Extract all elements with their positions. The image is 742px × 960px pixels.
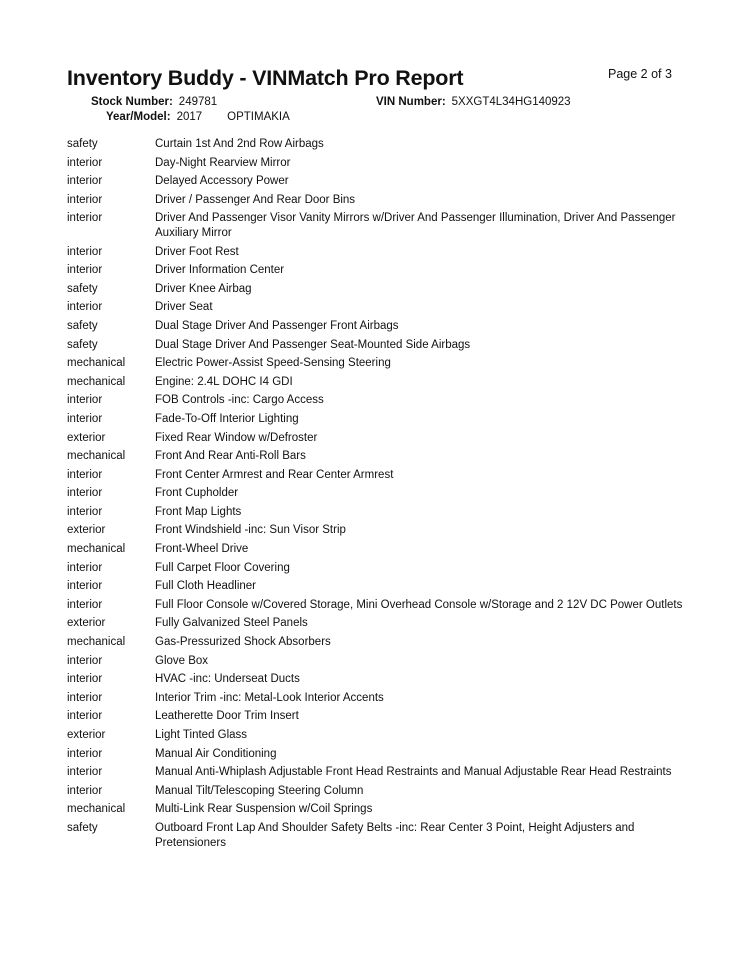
table-row	[67, 135, 687, 154]
row-category: interior	[67, 505, 103, 518]
row-description: Dual Stage Driver And Passenger Seat-Mounted Side Airbags	[155, 338, 471, 351]
vin-number-label: VIN Number:	[376, 96, 446, 108]
year-model	[106, 111, 290, 123]
row-description: Interior Trim -inc: Metal-Look Interior Accents	[155, 691, 384, 704]
row-description: Fixed Rear Window w/Defroster	[155, 431, 318, 444]
year-value: 2017	[176, 111, 203, 123]
row-category: mechanical	[67, 636, 126, 649]
row-description: Fully Galvanized Steel Panels	[155, 617, 308, 630]
table-row	[67, 373, 687, 392]
report-title: Inventory Buddy - VINMatch Pro Report	[67, 66, 464, 90]
row-category: mechanical	[67, 803, 126, 816]
table-row	[67, 596, 687, 615]
table-row	[67, 800, 687, 819]
table-row	[67, 261, 687, 280]
row-category: interior	[67, 561, 103, 574]
table-row	[67, 336, 687, 355]
row-category: interior	[67, 487, 103, 500]
table-row	[67, 819, 687, 852]
row-category: mechanical	[67, 543, 126, 556]
table-row	[67, 466, 687, 485]
table-row	[67, 172, 687, 191]
row-description: Driver / Passenger And Rear Door Bins	[155, 193, 356, 206]
row-category: interior	[67, 193, 103, 206]
row-category: exterior	[67, 617, 106, 630]
table-row	[67, 354, 687, 373]
row-category: interior	[67, 691, 103, 704]
table-row	[67, 521, 687, 540]
row-description: FOB Controls -inc: Cargo Access	[155, 394, 324, 407]
table-row	[67, 726, 687, 745]
row-description: Dual Stage Driver And Passenger Front Airbags	[155, 319, 399, 332]
row-description: Gas-Pressurized Shock Absorbers	[155, 636, 331, 649]
row-description: Full Carpet Floor Covering	[155, 561, 290, 574]
row-category: safety	[67, 338, 98, 351]
year-model-label: Year/Model:	[106, 111, 171, 123]
row-description: HVAC -inc: Underseat Ducts	[155, 673, 300, 686]
table-row	[67, 559, 687, 578]
row-description: Day-Night Rearview Mirror	[155, 156, 291, 169]
table-row	[67, 447, 687, 466]
row-category: interior	[67, 245, 103, 258]
row-description: Front Map Lights	[155, 505, 242, 518]
row-description: Front Cupholder	[155, 487, 239, 500]
table-row	[67, 689, 687, 708]
table-row	[67, 209, 687, 242]
row-description: Front-Wheel Drive	[155, 543, 249, 556]
row-description: Leatherette Door Trim Insert	[155, 710, 299, 723]
row-description: Curtain 1st And 2nd Row Airbags	[155, 138, 324, 150]
row-category: mechanical	[67, 357, 126, 370]
row-category: exterior	[67, 729, 106, 741]
table-row	[67, 191, 687, 210]
row-category: safety	[67, 282, 98, 295]
row-category: safety	[67, 138, 98, 150]
table-row	[67, 429, 687, 448]
row-category: exterior	[67, 524, 106, 537]
row-description: Outboard Front Lap And Shoulder Safety Belts -inc: Rear Center 3 Point, Height Adjusters and Pretensioners	[155, 821, 635, 849]
row-category: mechanical	[67, 450, 126, 463]
row-description: Manual Anti-Whiplash Adjustable Front Head Restraints and Manual Adjustable Rear Head Restraints	[155, 766, 672, 779]
row-category: interior	[67, 156, 103, 169]
row-category: interior	[67, 654, 103, 667]
row-category: interior	[67, 784, 103, 797]
row-description: Light Tinted Glass	[155, 729, 248, 741]
table-row	[67, 243, 687, 262]
row-category: safety	[67, 319, 98, 332]
table-row	[67, 298, 687, 317]
table-row	[67, 410, 687, 429]
row-description: Multi-Link Rear Suspension w/Coil Springs	[155, 803, 373, 816]
row-category: interior	[67, 766, 103, 779]
row-category: interior	[67, 598, 103, 611]
table-row	[67, 633, 687, 652]
row-category: mechanical	[67, 375, 126, 388]
row-description: Full Floor Console w/Covered Storage, Mini Overhead Console w/Storage and 2 12V DC Power Outlets	[155, 598, 683, 611]
row-category: interior	[67, 412, 103, 425]
row-description: Driver Information Center	[155, 264, 285, 277]
equipment-list	[67, 135, 687, 852]
table-row	[67, 614, 687, 633]
row-description: Engine: 2.4L DOHC I4 GDI	[155, 375, 293, 388]
table-row	[67, 577, 687, 596]
table-row	[67, 154, 687, 173]
row-description: Glove Box	[155, 654, 209, 667]
row-description: Driver Foot Rest	[155, 245, 239, 258]
row-description: Front Windshield -inc: Sun Visor Strip	[155, 524, 346, 537]
table-row	[67, 391, 687, 410]
stock-number-label: Stock Number:	[91, 96, 173, 108]
row-category: interior	[67, 212, 103, 225]
row-description: Driver And Passenger Visor Vanity Mirrors w/Driver And Passenger Illumination, Driver And Passenger Auxiliary Mirror	[155, 212, 676, 239]
table-row	[67, 763, 687, 782]
row-category: interior	[67, 175, 103, 188]
row-category: interior	[67, 747, 103, 760]
table-row	[67, 670, 687, 689]
row-description: Electric Power-Assist Speed-Sensing Steering	[155, 357, 391, 370]
table-row	[67, 280, 687, 299]
row-category: interior	[67, 710, 103, 723]
table-row	[67, 484, 687, 503]
model-value: OPTIMAKIA	[227, 111, 290, 123]
row-description: Fade-To-Off Interior Lighting	[155, 412, 299, 425]
table-row	[67, 540, 687, 559]
row-category: exterior	[67, 431, 106, 444]
row-description: Full Cloth Headliner	[155, 580, 256, 593]
row-category: interior	[67, 673, 103, 686]
table-row	[67, 317, 687, 336]
row-category: interior	[67, 301, 103, 314]
stock-number	[91, 96, 217, 108]
row-description: Driver Knee Airbag	[155, 282, 252, 295]
row-description: Delayed Accessory Power	[155, 175, 289, 188]
row-category: interior	[67, 468, 103, 481]
row-category: safety	[67, 821, 98, 834]
page-number: Page 2 of 3	[608, 67, 672, 81]
vin-number	[376, 96, 571, 108]
table-row	[67, 707, 687, 726]
row-category: interior	[67, 394, 103, 407]
row-category: interior	[67, 264, 103, 277]
row-description: Manual Tilt/Telescoping Steering Column	[155, 784, 364, 797]
row-description: Driver Seat	[155, 301, 213, 314]
stock-number-value: 249781	[178, 96, 218, 108]
table-row	[67, 745, 687, 764]
row-description: Manual Air Conditioning	[155, 747, 277, 760]
row-category: interior	[67, 580, 103, 593]
table-row	[67, 503, 687, 522]
vin-number-value: 5XXGT4L34HG140923	[451, 96, 571, 108]
table-row	[67, 652, 687, 671]
table-row	[67, 782, 687, 801]
row-description: Front Center Armrest and Rear Center Armrest	[155, 468, 394, 481]
row-description: Front And Rear Anti-Roll Bars	[155, 450, 306, 463]
